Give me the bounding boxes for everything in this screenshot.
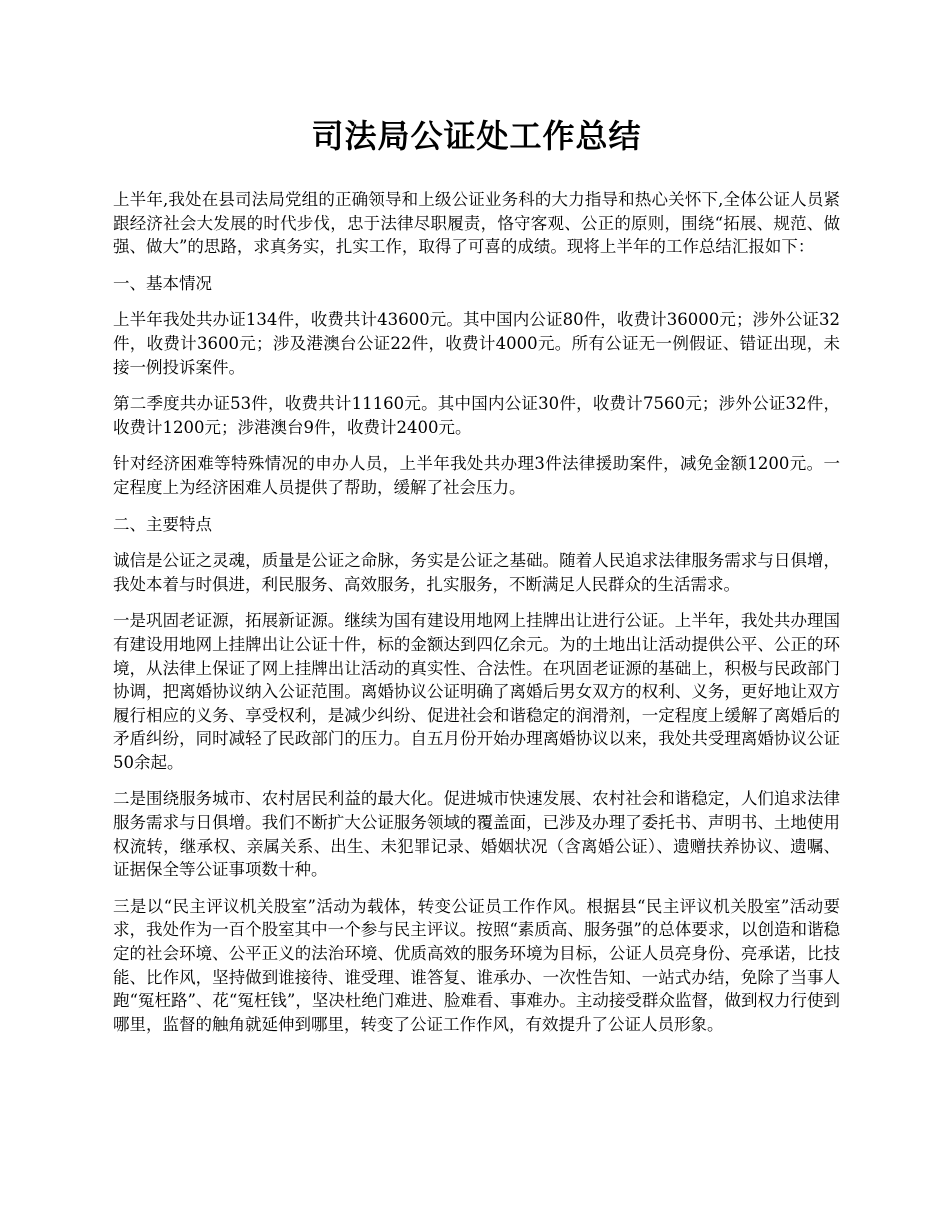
paragraph-point-two: 二是围绕服务城市、农村居民利益的最大化。促进城市快速发展、农村社会和谐稳定，人们追求法律服务需求与日俱增。我们不断扩大公证服务领域的覆盖面，已涉及办理了委托书、声明书、土地使用权流转，继承权、亲属关系、出生、未犯罪记录、婚姻状况（含离婚公证）、遗赠扶养协议、遗嘱、证据保全等公证事项数十种。 [113, 789, 840, 880]
paragraph-legal-aid: 针对经济困难等特殊情况的申办人员，上半年我处共办理3件法律援助案件，减免金额1200元。一定程度上为经济困难人员提供了帮助，缓解了社会压力。 [113, 454, 840, 497]
paragraph-half-year-stats: 上半年我处共办证134件，收费共计43600元。其中国内公证80件，收费计36000元；涉外公证32件，收费计3600元；涉及港澳台公证22件，收费计4000元。所有公证无一例假证、错证出现，未接一例投诉案件。 [113, 310, 840, 377]
paragraph-point-three: 三是以“民主评议机关股室”活动为载体，转变公证员工作作风。根据县“民主评议机关股室”活动要求，我处作为一百个股室其中一个参与民主评议。按照“素质高、服务强”的总体要求，以创造和谐稳定的社会环境、公平正义的法治环境、优质高效的服务环境为目标，公证人员亮身份、亮承诺，比技能、比作风，坚持做到谁接待、谁受理、谁答复、谁承办、一次性告知、一站式办结，免除了当事人跑“冤枉路”、花“冤枉钱”，坚决杜绝门难进、脸难看、事难办。主动接受群众监督，做到权力行使到哪里，监督的触角就延伸到哪里，转变了公证工作作风，有效提升了公证人员形象。 [113, 896, 840, 1034]
document-title: 司法局公证处工作总结 [311, 117, 642, 155]
section-heading-basic-info: 一、基本情况 [113, 273, 212, 293]
paragraph-point-one: 一是巩固老证源，拓展新证源。继续为国有建设用地网上挂牌出让进行公证。上半年，我处共办理国有建设用地网上挂牌出让公证十件，标的金额达到四亿余元。为的土地出让活动提供公平、公正的环境，从法律上保证了网上挂牌出让活动的真实性、合法性。在巩固老证源的基础上，积极与民政部门协调，把离婚协议纳入公证范围。离婚协议公证明确了离婚后男女双方的权利、义务，更好地让双方履行相应的义务、享受权利，是减少纠纷、促进社会和谐稳定的润滑剂，一定程度上缓解了离婚后的矛盾纠纷，同时减轻了民政部门的压力。自五月份开始办理离婚协议以来，我处共受理离婚协议公证50余起。 [113, 611, 840, 772]
paragraph-integrity: 诚信是公证之灵魂，质量是公证之命脉，务实是公证之基础。随着人民追求法律服务需求与日俱增，我处本着与时俱进，利民服务、高效服务，扎实服务，不断满足人民群众的生活需求。 [113, 551, 840, 594]
document-page [113, 112, 840, 1049]
intro-paragraph: 上半年,我处在县司法局党组的正确领导和上级公证业务科的大力指导和热心关怀下,全体公证人员紧跟经济社会大发展的时代步伐，忠于法律尽职履责，恪守客观、公正的原则，围绕“拓展、规范、做强、做大”的思路，求真务实，扎实工作，取得了可喜的成绩。现将上半年的工作总结汇报如下： [113, 190, 840, 257]
section-heading-features: 二、主要特点 [113, 514, 212, 534]
paragraph-q2-stats: 第二季度共办证53件，收费共计11160元。其中国内公证30件，收费计7560元；涉外公证32件，收费计1200元；涉港澳台9件，收费计2400元。 [113, 394, 840, 437]
